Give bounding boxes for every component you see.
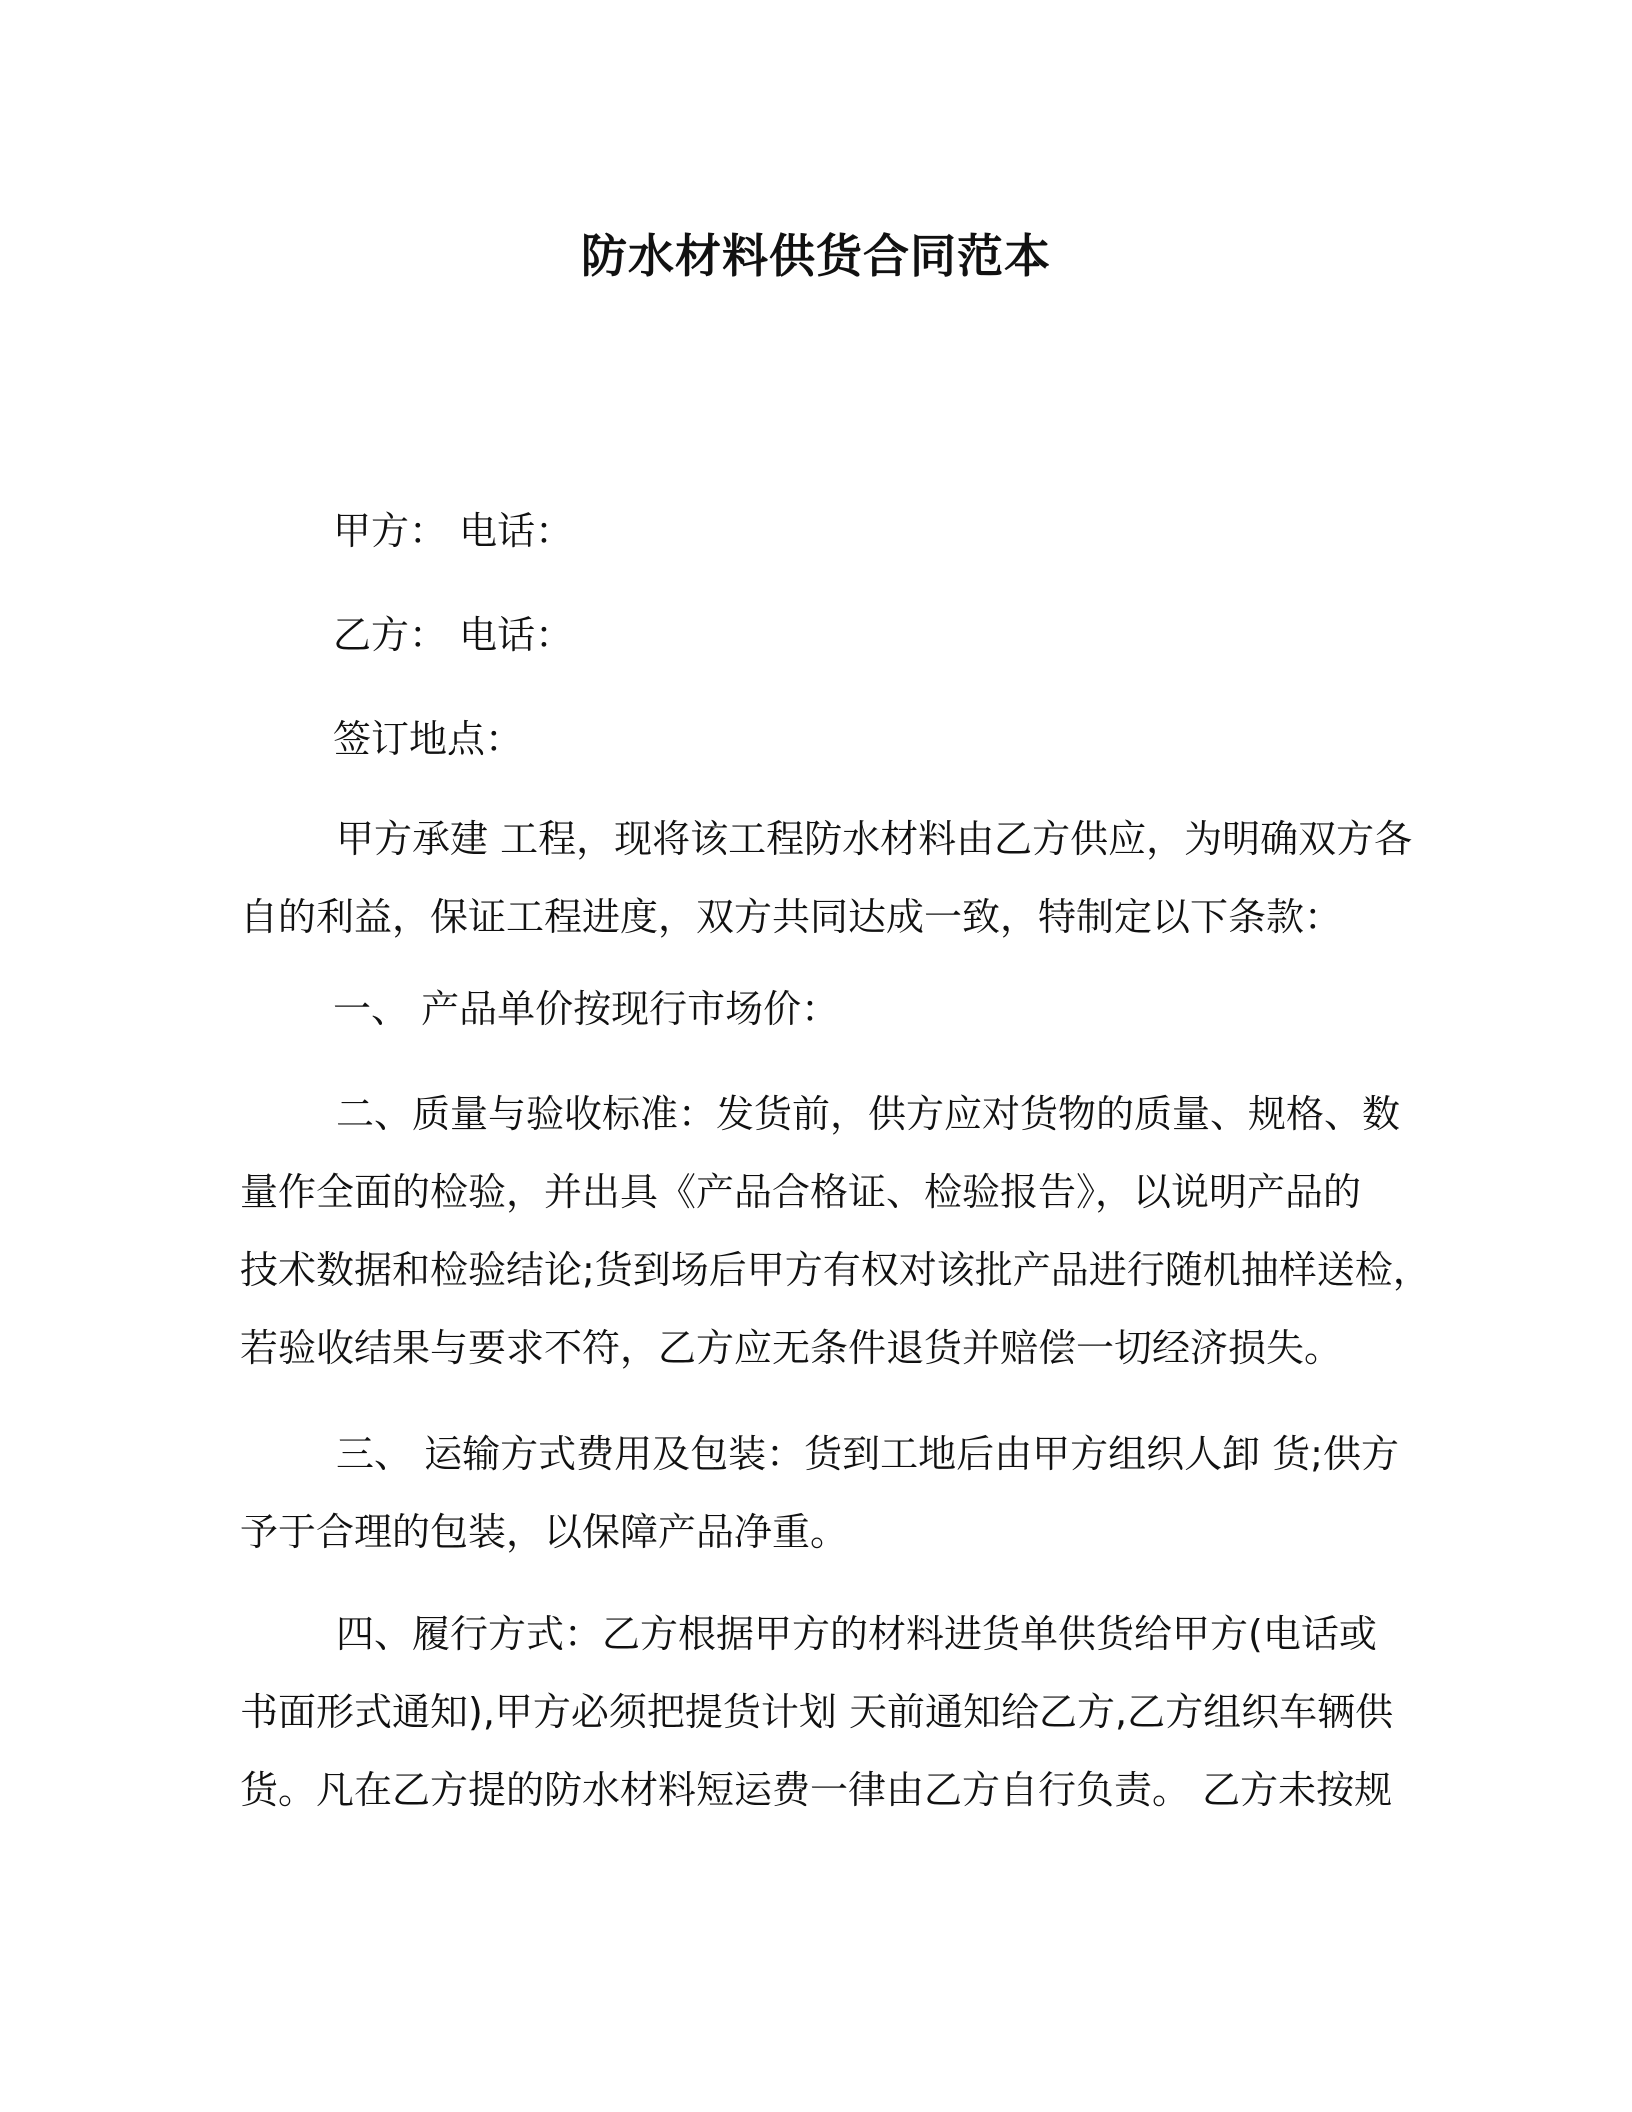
clause-2-line-3: 技术数据和检验结论;货到场后甲方有权对该批产品进行随机抽样送检， [240,1248,1431,1292]
intro-line-1: 甲方承建 工程，现将该工程防水材料由乙方供应，为明确双方各 [336,817,1413,861]
clause-1: 一、 产品单价按现行市场价： [333,987,840,1031]
clause-3-line-2: 予于合理的包装，以保障产品净重。 [240,1510,849,1554]
party-b-line: 乙方： 电话： [333,613,574,657]
clause-2-paragraph [240,1075,1431,1387]
clause-2-line-2: 量作全面的检验，并出具《产品合格证、检验报告》，以说明产品的 [240,1170,1362,1214]
signing-place-line: 签订地点： [333,717,524,761]
document-title: 防水材料供货合同范本 [581,229,1051,283]
clause-3-line-1: 三、 运输方式费用及包装：货到工地后由甲方组织人卸 货;供方 [336,1432,1399,1476]
intro-line-2: 自的利益，保证工程进度，双方共同达成一致，特制定以下条款： [240,895,1343,939]
clause-4-line-1: 四、履行方式：乙方根据甲方的材料进货单供货给甲方(电话或 [336,1612,1377,1656]
intro-paragraph [240,800,1413,956]
clause-4-paragraph [240,1595,1394,1829]
clause-4-line-2: 书面形式通知),甲方必须把提货计划 天前通知给乙方,乙方组织车辆供 [240,1690,1394,1734]
clause-2-line-4: 若验收结果与要求不符，乙方应无条件退货并赔偿一切经济损失。 [240,1326,1343,1370]
party-a-line: 甲方： 电话： [333,509,574,553]
clause-4-line-3: 货。凡在乙方提的防水材料短运费一律由乙方自行负责。 乙方未按规 [240,1768,1393,1812]
clause-2-line-1: 二、质量与验收标准：发货前，供方应对货物的质量、规格、数 [336,1092,1401,1136]
clause-3-paragraph [240,1415,1399,1571]
